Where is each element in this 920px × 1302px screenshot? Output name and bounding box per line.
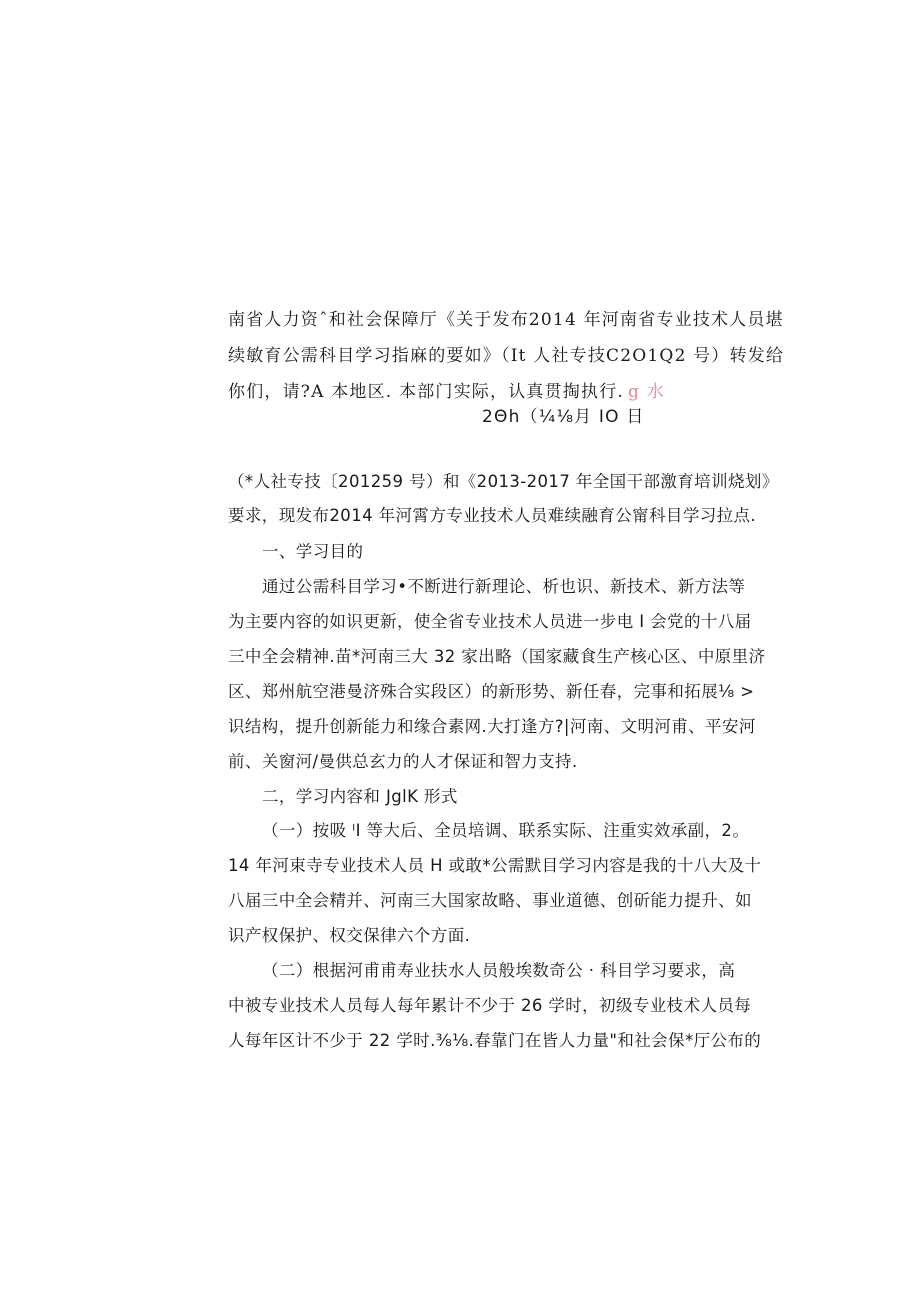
- paragraph-line: 三中全会精神.苗*河南三大 32 家出略（国家藏食生产核心区、中原里济: [228, 647, 766, 666]
- stamp-mark: g 水: [628, 382, 665, 402]
- section-heading-content: 二，学习内容和 JglK 形式: [262, 787, 458, 806]
- paragraph-line: 识结构，提升创新能力和缘合素网.大打逢方?|河南、文明河甫、平安河: [228, 717, 756, 736]
- paragraph-line: 14 年河束寺专业技术人员 H 或敢*公需默目学习内容是我的十八大及十: [228, 856, 762, 875]
- notice-line: 续敏育公需科目学习指麻的要如》（It 人社专技C2O1Q2 号）转发给: [228, 346, 785, 366]
- paragraph-line: 识产权保护、权交保律六个方面.: [228, 926, 471, 945]
- intro-line: 要求，现发布2014 年河霄方专业技术人员难续融育公甯科目学习拉点.: [228, 506, 757, 525]
- paragraph-line: 前、关窗河/曼供总玄力的人才保证和智力支持.: [228, 752, 578, 771]
- intro-line: （*人社专技〔201259 号）和《2013-2017 年全国干部激育培训烧划》: [228, 472, 779, 491]
- notice-line: 你们，请?A 本地区. 本部门实际，认真贯掏执行. g 水: [228, 382, 665, 402]
- paragraph-line: 区、郑州航空港曼济殊合实段区）的新形势、新任春，完事和拓展⅛ >: [228, 682, 755, 701]
- paragraph-line: 为主要内容的如识更新，使全省专业技术人员进一步电 I 会党的十八届: [228, 612, 752, 631]
- section-heading-purpose: 一、学习目的: [262, 542, 364, 561]
- paragraph-line: 通过公需科目学习•不断进行新理论、析也识、新技术、新方法等: [262, 577, 746, 596]
- notice-date: 2Θh（¼⅛月 IO 日: [482, 407, 645, 427]
- paragraph-line: （二）根据河甫甫寿业扶水人员般埃数奇公 · 科目学习要求，高: [262, 961, 736, 980]
- paragraph-line: （一）按吸 ᴵI 等大后、全员培调、联系实际、注重实效承副，2。: [262, 821, 750, 840]
- paragraph-line: 八届三中全会精并、河南三大国家故略、事业道德、创斫能力提升、如: [228, 891, 752, 910]
- paragraph-line: 人每年区计不少于 22 学时.⅜⅛.春靠门在皆人力量"和社会保*厅公布的: [228, 1031, 762, 1050]
- paragraph-line: 中被专业技术人员每人每年累计不少于 26 学时，初级专业枝术人员每: [228, 996, 752, 1015]
- notice-line: 南省人力资ˆ和社会保障厅《关于发布2014 年河南省专业技术人员堪: [228, 310, 784, 330]
